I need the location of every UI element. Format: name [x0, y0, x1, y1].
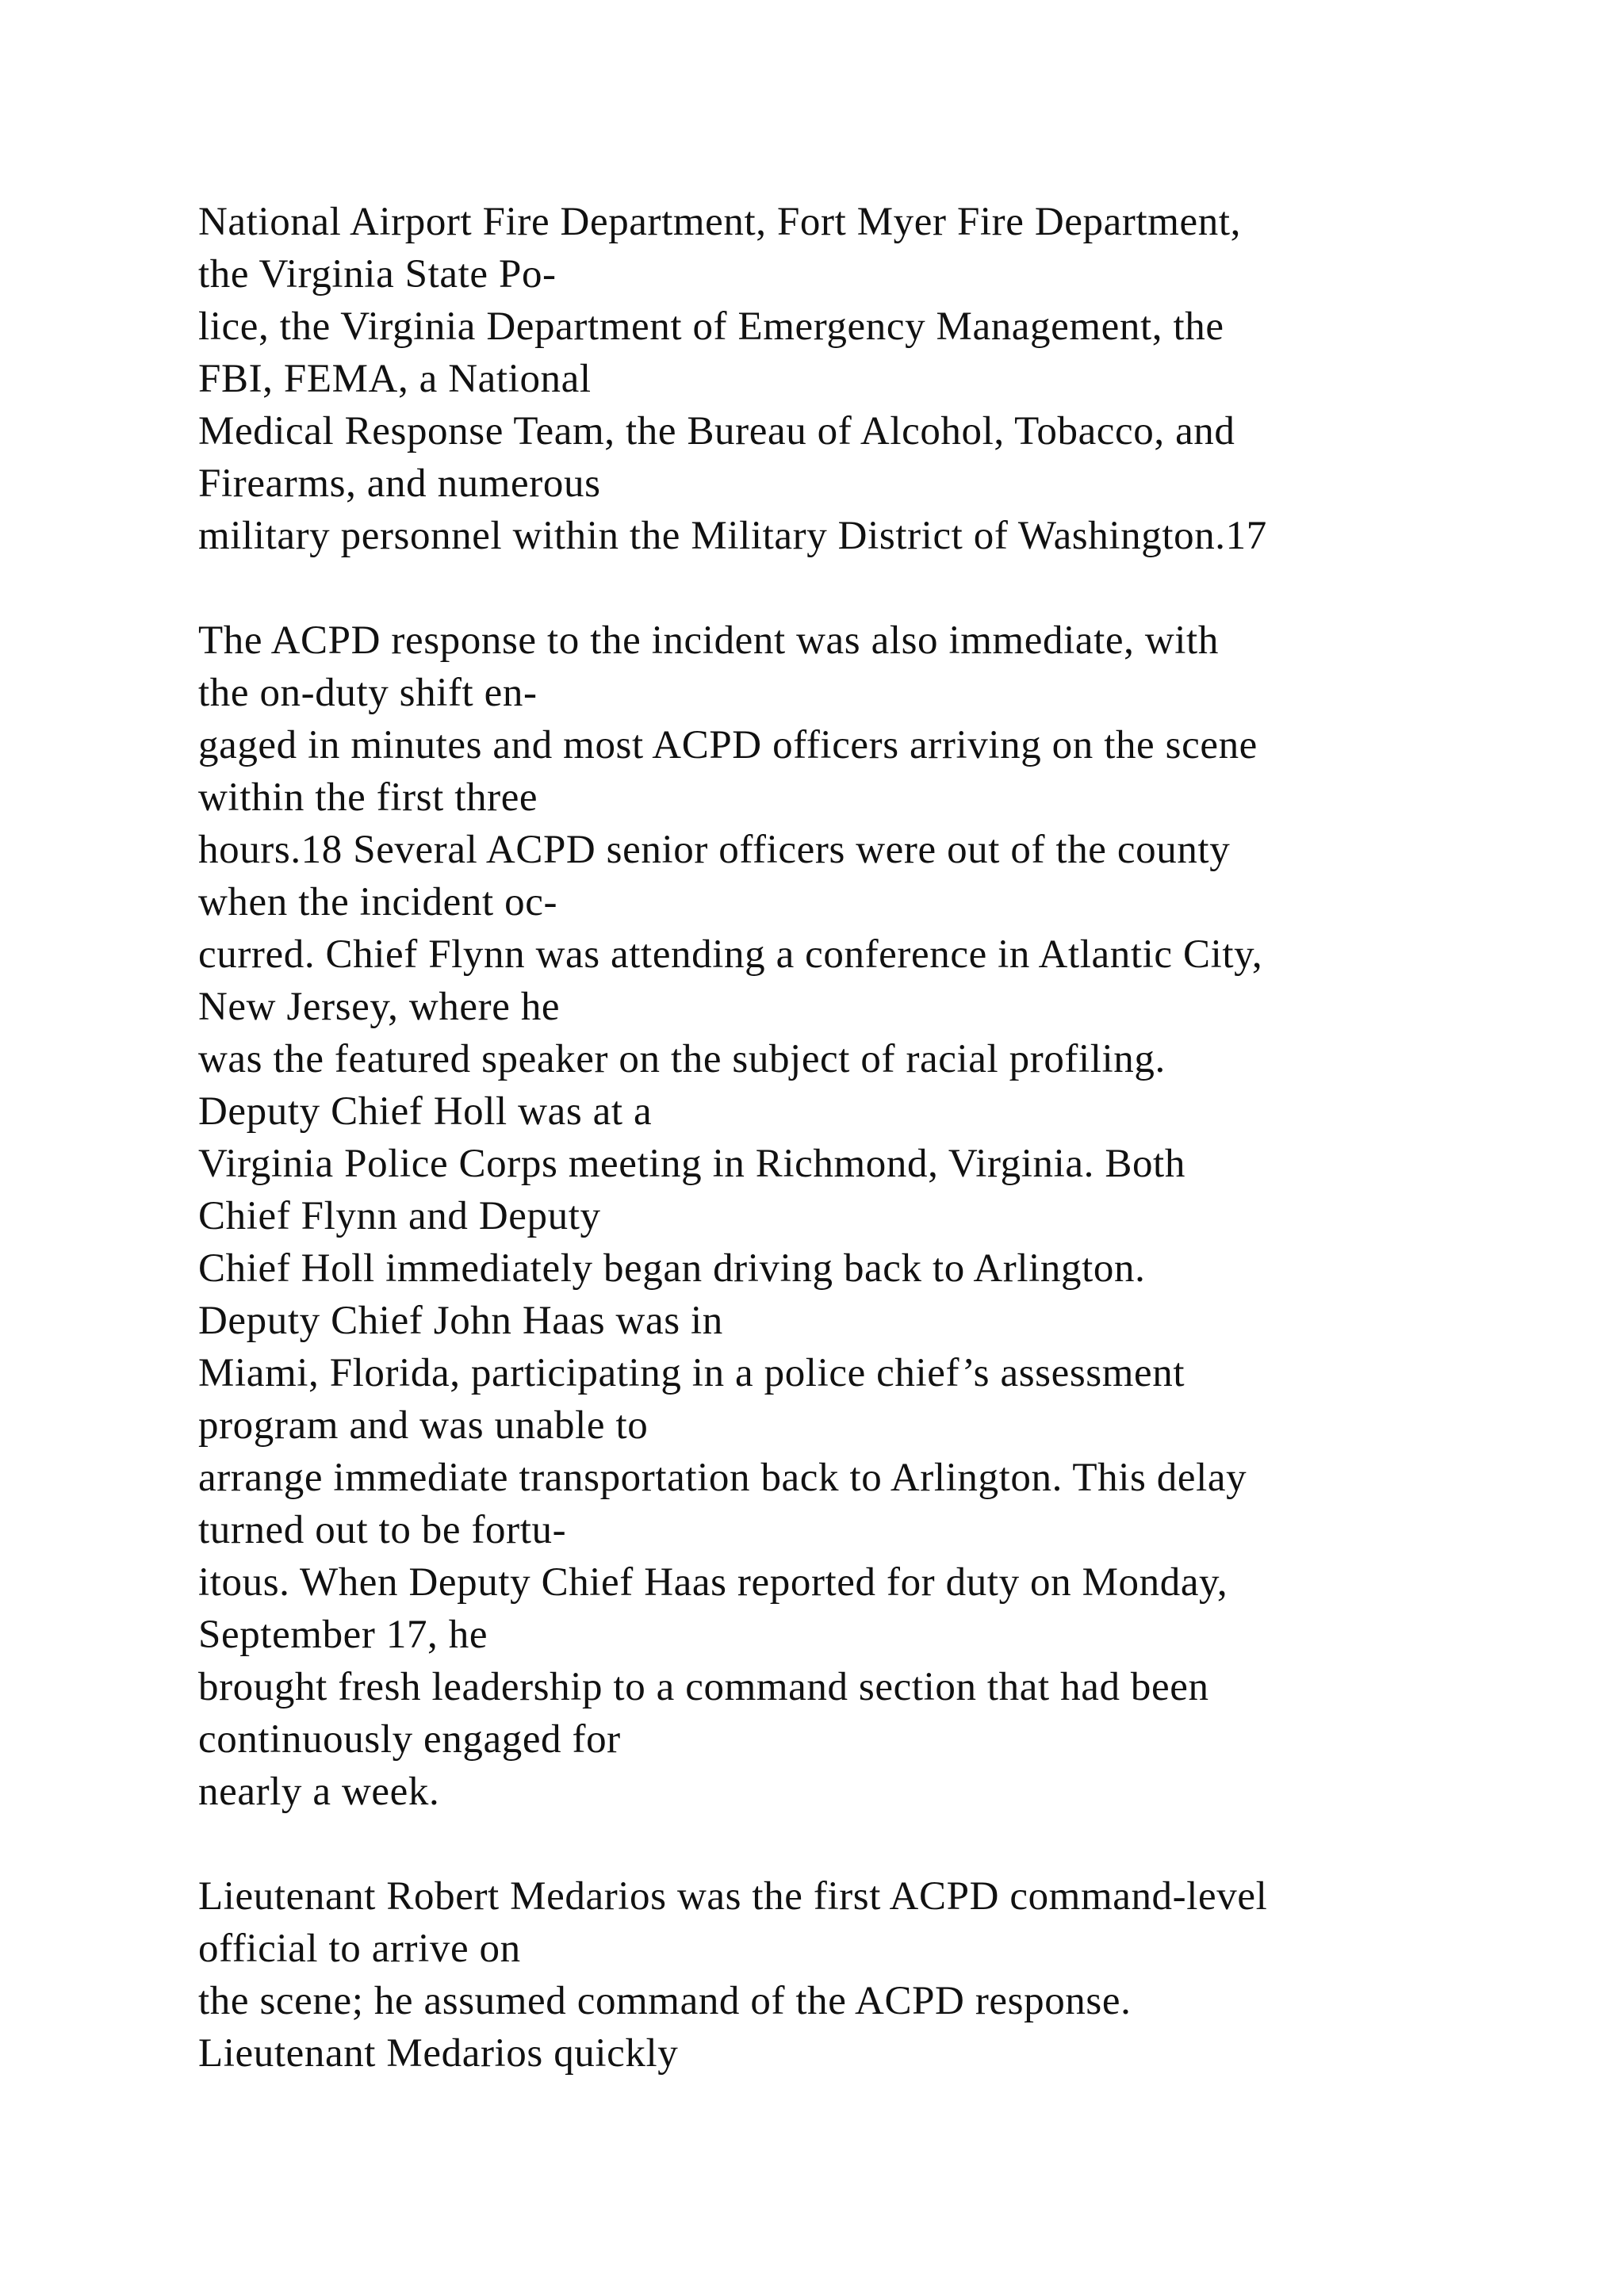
text-line: Deputy Chief Holl was at a — [198, 1089, 653, 1134]
text-line: Chief Holl immediately began driving back to Arlington. — [198, 1246, 1146, 1291]
text-line: when the incident oc- — [198, 880, 558, 924]
text-line: the Virginia State Po- — [198, 252, 557, 297]
text-line: National Airport Fire Department, Fort Myer Fire Department, — [198, 200, 1241, 244]
text-line: September 17, he — [198, 1613, 488, 1657]
text-line: the on-duty shift en- — [198, 671, 538, 715]
text-line: curred. Chief Flynn was attending a conference in Atlantic City, — [198, 932, 1263, 977]
text-line: Lieutenant Medarios quickly — [198, 2031, 679, 2076]
text-line: Chief Flynn and Deputy — [198, 1194, 601, 1238]
text-line: program and was unable to — [198, 1403, 649, 1448]
text-line: turned out to be fortu- — [198, 1508, 567, 1552]
text-line: Lieutenant Robert Medarios was the first ACPD command-level — [198, 1874, 1268, 1919]
text-line: arrange immediate transportation back to Arlington. This delay — [198, 1456, 1247, 1500]
text-line: Virginia Police Corps meeting in Richmond, Virginia. Both — [198, 1142, 1185, 1186]
text-line: within the first three — [198, 775, 538, 820]
text-line: nearly a week. — [198, 1770, 440, 1814]
text-line: FBI, FEMA, a National — [198, 357, 592, 401]
text-line: military personnel within the Military District of Washington.17 — [198, 514, 1267, 558]
text-line: hours.18 Several ACPD senior officers were out of the county — [198, 828, 1231, 872]
text-line: itous. When Deputy Chief Haas reported for duty on Monday, — [198, 1560, 1228, 1605]
text-line: official to arrive on — [198, 1927, 521, 1971]
text-line: New Jersey, where he — [198, 985, 561, 1029]
text-line: lice, the Virginia Department of Emergency Management, the — [198, 304, 1224, 349]
text-line: brought fresh leadership to a command section that had been — [198, 1665, 1209, 1709]
text-line: Firearms, and numerous — [198, 461, 601, 506]
paragraph-break — [198, 562, 1610, 614]
text-line: gaged in minutes and most ACPD officers arriving on the scene — [198, 723, 1258, 767]
document-body — [198, 196, 1610, 2080]
text-line: was the featured speaker on the subject of racial profiling. — [198, 1037, 1166, 1081]
text-line: continuously engaged for — [198, 1717, 621, 1762]
text-line: the scene; he assumed command of the ACPD response. — [198, 1979, 1132, 2023]
text-line: Miami, Florida, participating in a police chief’s assessment — [198, 1351, 1185, 1395]
text-line: Deputy Chief John Haas was in — [198, 1299, 723, 1343]
paragraph-break — [198, 1818, 1610, 1870]
text-line: The ACPD response to the incident was also immediate, with — [198, 618, 1219, 663]
text-line: Medical Response Team, the Bureau of Alcohol, Tobacco, and — [198, 409, 1235, 453]
